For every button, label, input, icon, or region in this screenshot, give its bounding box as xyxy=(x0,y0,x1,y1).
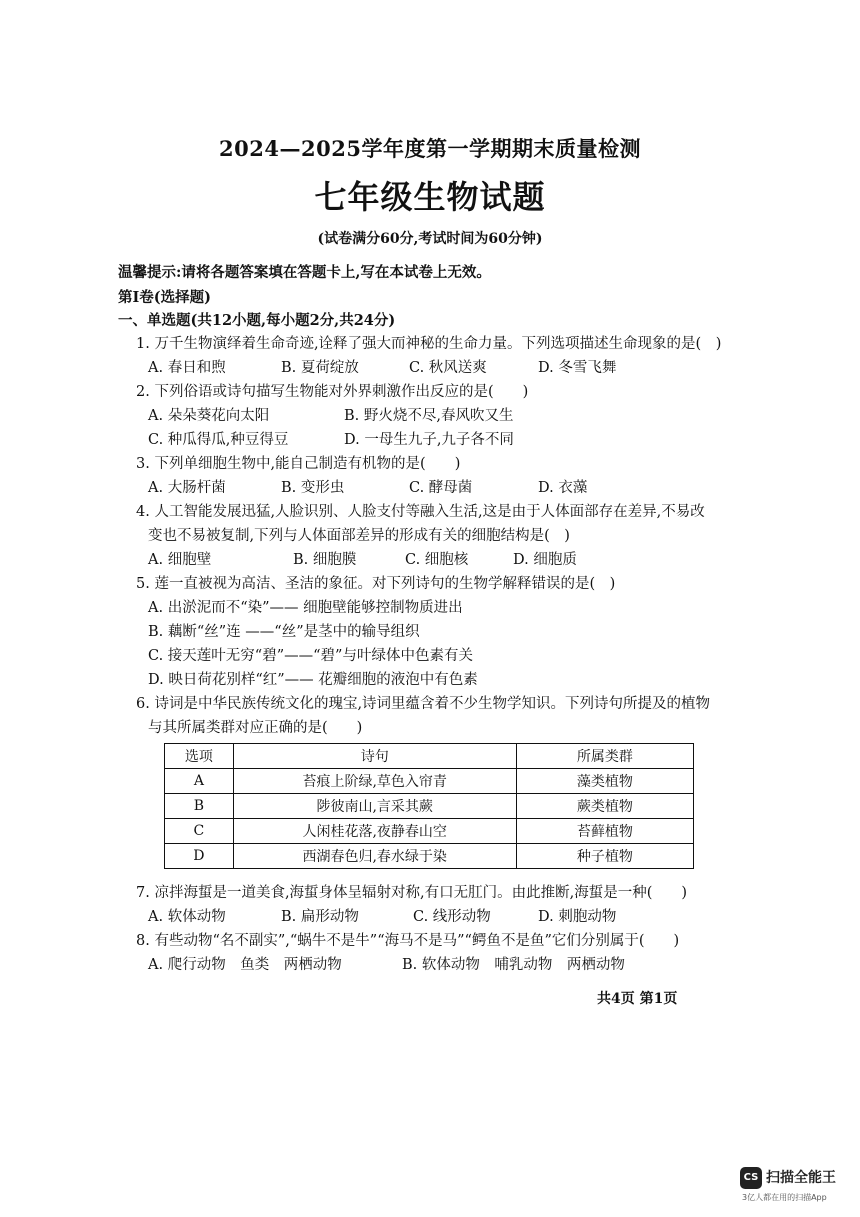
table-row xyxy=(165,769,694,794)
q8-option-a: A. 爬行动物 鱼类 两栖动物 xyxy=(148,957,342,973)
tip-text: 温馨提示:请将各题答案填在答题卡上,写在本试卷上无效。 xyxy=(118,264,491,281)
q7-stem: 7. 凉拌海蜇是一道美食,海蜇身体呈辐射对称,有口无肛门。由此推断,海蜇是一种( ) xyxy=(136,885,688,901)
q1-option-a: A. 春日和煦 xyxy=(148,360,226,376)
table-cell: 种子植物 xyxy=(516,844,693,869)
q4-stem-line2: 变也不易被复制,下列与人体面部差异的形成有关的细胞结构是( ) xyxy=(148,528,570,544)
q8-option-b: B. 软体动物 哺乳动物 两栖动物 xyxy=(402,957,625,973)
q5-option-c: C. 接天莲叶无穷“碧”——“碧”与叶绿体中色素有关 xyxy=(148,648,473,664)
q4-option-b: B. 细胞膜 xyxy=(293,552,357,568)
table-row xyxy=(165,819,694,844)
exam-title-line1: 2024—2025学年度第一学期期末质量检测 xyxy=(219,136,641,161)
table-row xyxy=(165,794,694,819)
table-cell: B xyxy=(165,794,234,819)
q3-option-d: D. 衣藻 xyxy=(538,480,588,496)
q6-stem-line2: 与其所属类群对应正确的是( ) xyxy=(148,720,363,736)
table-header-cell: 诗句 xyxy=(233,744,516,769)
q3-option-a: A. 大肠杆菌 xyxy=(148,480,226,496)
q7-option-a: A. 软体动物 xyxy=(148,909,226,925)
table-cell: 苔藓植物 xyxy=(516,819,693,844)
q5-option-d: D. 映日荷花别样“红”—— 花瓣细胞的液泡中有色素 xyxy=(148,672,478,688)
table-cell: 陟彼南山,言采其蕨 xyxy=(233,794,516,819)
scanner-watermark-slogan: 3亿人都在用的扫描App xyxy=(742,1193,827,1202)
q2-option-d: D. 一母生九子,九子各不同 xyxy=(344,432,514,448)
table-cell: A xyxy=(165,769,234,794)
q1-option-d: D. 冬雪飞舞 xyxy=(538,360,617,376)
q2-option-c: C. 种瓜得瓜,种豆得豆 xyxy=(148,432,289,448)
q3-stem: 3. 下列单细胞生物中,能自己制造有机物的是( ) xyxy=(136,456,461,472)
q5-option-a: A. 出淤泥而不“染”—— 细胞壁能够控制物质进出 xyxy=(148,600,463,616)
table-header-cell: 选项 xyxy=(165,744,234,769)
table-cell: D xyxy=(165,844,234,869)
section-heading: 一、单选题(共12小题,每小题2分,共24分) xyxy=(118,312,396,329)
q2-option-a: A. 朵朵葵花向太阳 xyxy=(148,408,270,424)
table-cell: 蕨类植物 xyxy=(516,794,693,819)
q6-stem-line1: 6. 诗词是中华民族传统文化的瑰宝,诗词里蕴含着不少生物学知识。下列诗句所提及的植物 xyxy=(136,696,711,712)
table-cell: 西湖春色归,春水绿于染 xyxy=(233,844,516,869)
table-cell: 人闲桂花落,夜静春山空 xyxy=(233,819,516,844)
q1-option-b: B. 夏荷绽放 xyxy=(281,360,359,376)
q4-option-a: A. 细胞壁 xyxy=(148,552,212,568)
q5-stem: 5. 莲一直被视为高洁、圣洁的象征。对下列诗句的生物学解释错误的是( ) xyxy=(136,576,616,592)
table-cell: C xyxy=(165,819,234,844)
scanner-watermark-name: 扫描全能王 xyxy=(766,1170,836,1186)
table-cell: 藻类植物 xyxy=(516,769,693,794)
q4-stem-line1: 4. 人工智能发展迅猛,人脸识别、人脸支付等融入生活,这是由于人体面部存在差异,不易改 xyxy=(136,504,705,520)
q6-table xyxy=(164,743,694,869)
exam-title-line2: 七年级生物试题 xyxy=(314,178,546,216)
q8-stem: 8. 有些动物“名不副实”,“蜗牛不是牛”“海马不是马”“鳄鱼不是鱼”它们分别属于( ) xyxy=(136,933,680,949)
q7-option-d: D. 刺胞动物 xyxy=(538,909,617,925)
q4-option-d: D. 细胞质 xyxy=(513,552,577,568)
q3-option-b: B. 变形虫 xyxy=(281,480,345,496)
table-row xyxy=(165,844,694,869)
q2-stem: 2. 下列俗语或诗句描写生物能对外界刺激作出反应的是( ) xyxy=(136,384,529,400)
q4-option-c: C. 细胞核 xyxy=(405,552,469,568)
q3-option-c: C. 酵母菌 xyxy=(409,480,473,496)
scanner-logo-icon: CS xyxy=(740,1167,762,1189)
table-header-row xyxy=(165,744,694,769)
table-cell: 苔痕上阶绿,草色入帘青 xyxy=(233,769,516,794)
exam-note: (试卷满分60分,考试时间为60分钟) xyxy=(317,231,543,247)
q1-option-c: C. 秋风送爽 xyxy=(409,360,487,376)
q2-option-b: B. 野火烧不尽,春风吹又生 xyxy=(344,408,514,424)
q7-option-c: C. 线形动物 xyxy=(413,909,491,925)
q1-stem: 1. 万千生物演绎着生命奇迹,诠释了强大而神秘的生命力量。下列选项描述生命现象的是( ) xyxy=(136,336,722,352)
q5-option-b: B. 藕断“丝”连 ——“丝”是茎中的输导组织 xyxy=(148,624,420,640)
part-heading: 第Ⅰ卷(选择题) xyxy=(118,289,212,306)
table-header-cell: 所属类群 xyxy=(516,744,693,769)
page-number: 共4页 第1页 xyxy=(597,991,678,1007)
q7-option-b: B. 扁形动物 xyxy=(281,909,359,925)
